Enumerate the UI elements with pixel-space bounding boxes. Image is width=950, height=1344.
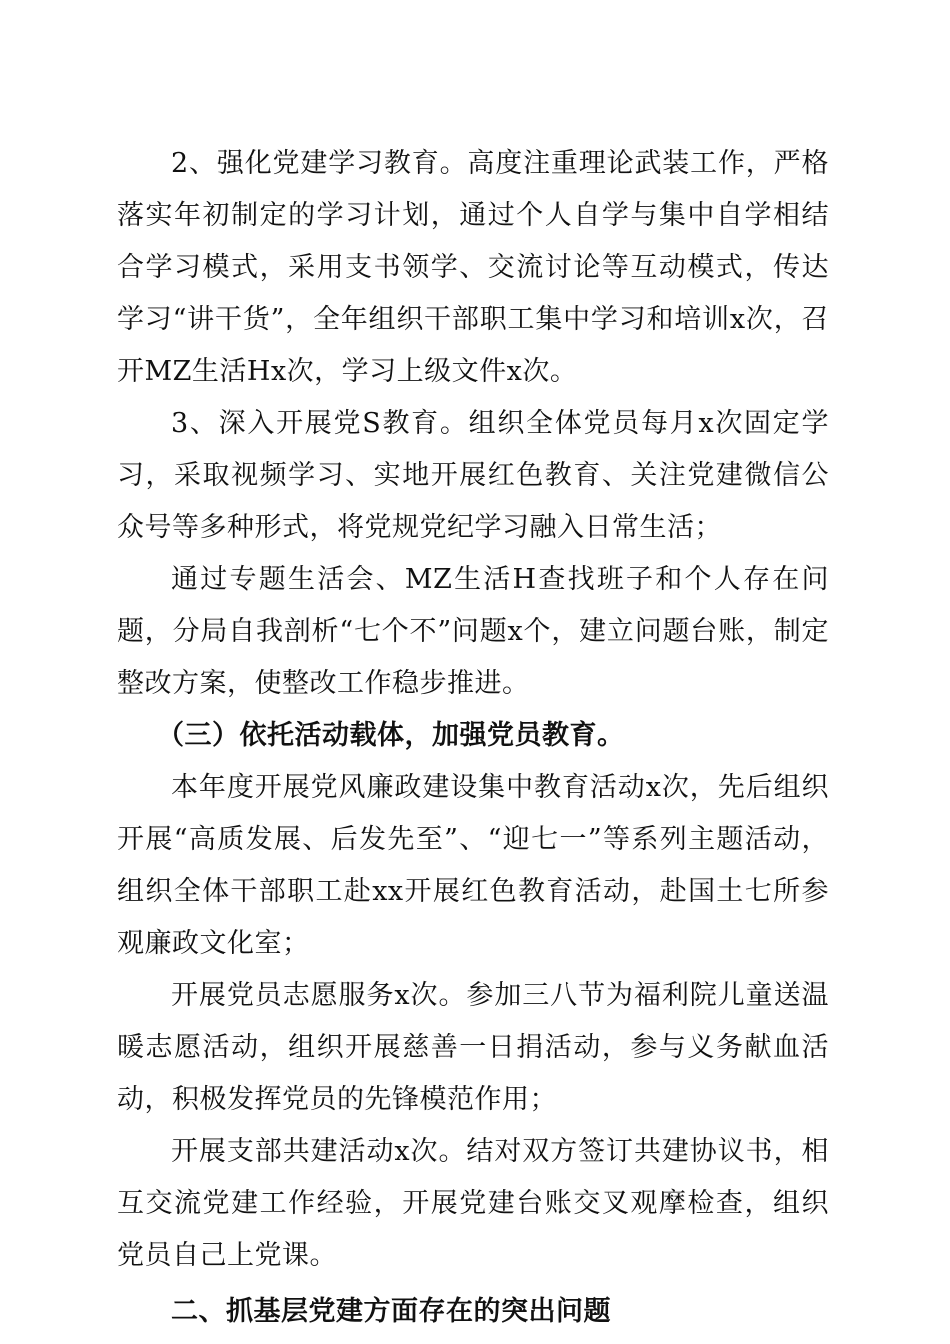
paragraph-problem-rectification: 通过专题生活会、MZ生活H查找班子和个人存在问题，分局自我剖析“七个不”问题x个，建立问题台账，制定整改方案，使整改工作稳步推进。 <box>117 564 829 699</box>
section-three-heading: （三）依托活动载体，加强党员教育。 <box>157 720 625 751</box>
paragraph-integrity-activities: 本年度开展党风廉政建设集中教育活动x次，先后组织开展“高质发展、后发先至”、“迎七一”等系列主题活动，组织全体干部职工赴xx开展红色教育活动，赴国土七所参观廉政文化室； <box>117 772 829 959</box>
paragraph-volunteer-service: 开展党员志愿服务x次。参加三八节为福利院儿童送温暖志愿活动，组织开展慈善一日捐活动，参与义务献血活动，积极发挥党员的先锋模范作用； <box>117 980 829 1115</box>
paragraph-study-education: 2、强化党建学习教育。高度注重理论武装工作，严格落实年初制定的学习计划，通过个人自学与集中自学相结合学习模式，采用支书领学、交流讨论等互动模式，传达学习“讲干货”，全年组织干部职工集中学习和培训x次，召开MZ生活Hx次，学习上级文件x次。 <box>117 148 829 387</box>
paragraph-branch-cobuilding: 开展支部共建活动x次。结对双方签订共建协议书，相互交流党建工作经验，开展党建台账交叉观摩检查，组织党员自己上党课。 <box>117 1136 829 1271</box>
section-two-heading: 二、抓基层党建方面存在的突出问题 <box>171 1296 611 1327</box>
document-body <box>117 138 829 1340</box>
paragraph-party-education: 3、深入开展党S教育。组织全体党员每月x次固定学习，采取视频学习、实地开展红色教育、关注党建微信公众号等多种形式，将党规党纪学习融入日常生活； <box>117 408 829 543</box>
